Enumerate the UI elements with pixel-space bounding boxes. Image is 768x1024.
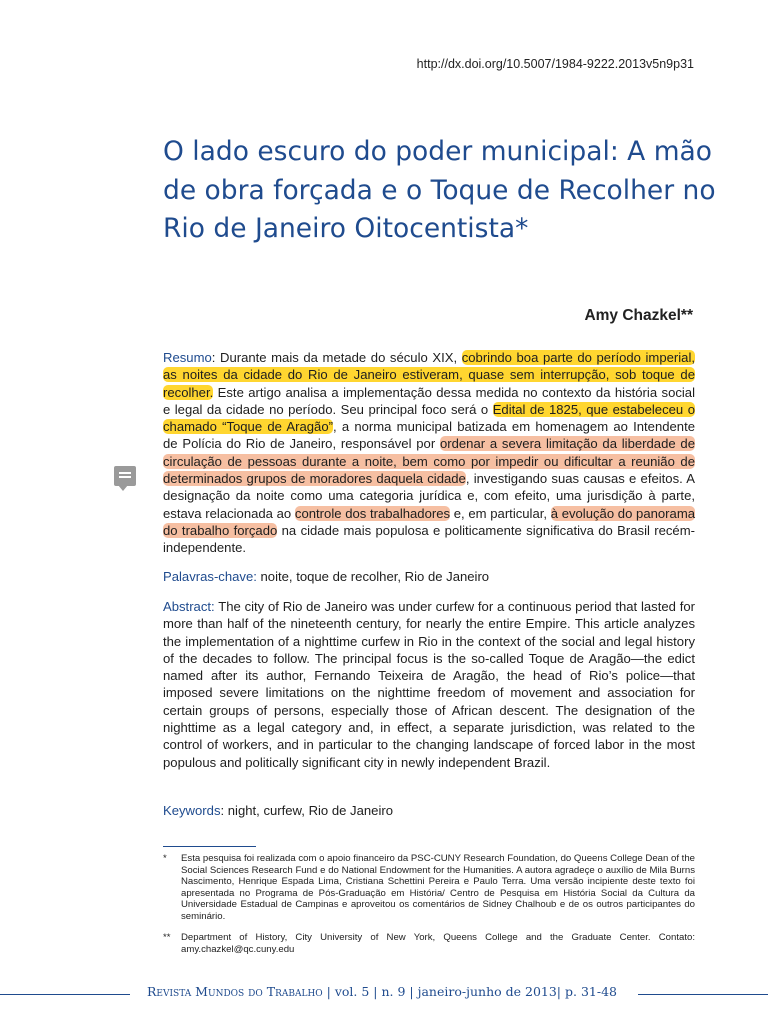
page-footer [0,984,768,1004]
footnote [163,853,695,923]
palavras-chave-text: noite, toque de recolher, Rio de Janeiro [256,569,490,584]
article-title: O lado escuro do poder municipal: A mão de obra forçada e o Toque de Recolher no Rio de Janeiro Oitocentista* [163,136,716,244]
footnote-mark: * [163,853,167,864]
abstract-paragraph [163,598,695,771]
resumo-label: Resumo [163,350,212,365]
keywords-paragraph [163,802,695,819]
resumo-text: , a norma municipal batizada em homenagem ao Intendente de Polícia do Rio de Janeiro, responsável por [163,419,695,452]
issue-details: | vol. 5 | n. 9 | janeiro-junho de 2013| p. 31-48 [322,984,617,999]
footer-rule-left [0,994,130,995]
journal-name: Revista Mundos do Trabalho [147,984,323,999]
highlighted-text: à evolução do panorama do trabalho forçado [163,505,696,538]
highlighted-text: controle dos trabalhadores [294,505,451,521]
footnote-text: Esta pesquisa foi realizada com o apoio financeiro da PSC-CUNY Research Foundation, do Queens College Dean of the Social Sciences Research Fund e do National Endowment for the Humanities. A autora agradeçe o auxílio de Mila Burns Nascimento, Henrique Espada Lima, Cristiana Schettini Pereira e Paulo Terra. Uma versão incipiente deste texto foi apresentada no Programa de Pós-Graduação em História/ Centro de Pesquisa em História Social da Cultura da Universidade Estadual de Campinas e aproveitou os comentários de Sidney Chalhoub e de os outros participantes do seminário. [181,853,695,922]
resumo-text: Este artigo analisa a implementação dessa medida no contexto da história social e legal da cidade no período. Seu principal foco será o [163,384,695,417]
palavras-chave-paragraph [163,568,695,585]
footnote-mark: ** [163,932,171,943]
resumo-text: , investigando suas causas e efeitos. A designação da noite como uma categoria jurídica e, com efeito, uma jurisdição à parte, estava relacionada ao [163,471,695,521]
footnote-divider [163,846,256,847]
footnote-text: Department of History, City University of New York, Queens College and the Graduate Center. Contato: amy.chazkel@qc.cuny.edu [181,932,695,955]
abstract-label: Abstract: [163,599,215,614]
highlighted-text: cobrindo boa parte do período imperial, as noites da cidade do Rio de Janeiro estiveram, quase sem interrupção, sob toque de recolher. [163,350,695,400]
doi-link[interactable]: http://dx.doi.org/10.5007/1984-9222.2013v5n9p31 [416,57,694,71]
keywords-label: Keywords [163,803,221,818]
resumo-body [163,350,695,555]
resumo-text: e, em particular, [450,505,551,521]
highlighted-text: Edital de 1825, que estabeleceu o chamado “Toque de Aragão” [163,401,695,435]
comment-icon[interactable] [114,466,136,486]
abstract-text: The city of Rio de Janeiro was under curfew for a continuous period that lasted for more than half of the nineteenth century, for nearly the entire Empire. This article analyzes the implementation of a nighttime curfew in Rio in the context of the social and legal history of the decades to follow. The principal focus is the so-called Toque de Aragão—the edict named after its author, Fernando Teixeira de Aragão, the head of Rio’s police—that imposed severe limitations on the nighttime freedom of movement and association for certain groups of persons, especially those of African descent. The designation of the nighttime as a legal category and, in effect, a separate jurisdiction, was related to the control of workers, and in particular to the changing landscape of forced labor in the most populous and politically significant city in newly independent Brazil. [163,599,695,770]
resumo-text: : Durante mais da metade do século XIX, [211,350,462,365]
keywords-text: : night, curfew, Rio de Janeiro [220,803,393,818]
highlighted-text: ordenar a severa limitação da liberdade de circulação de pessoas durante a noite, bem como por impedir ou dificultar a reunião de determinados grupos de moradores daquela cidade [163,436,695,487]
resumo-paragraph [163,349,695,557]
palavras-chave-label: Palavras-chave: [163,569,257,584]
resumo-text: na cidade mais populosa e politicamente significativa do Brasil recém-independente. [163,522,695,556]
footer-citation [147,984,617,999]
footer-rule-right [638,994,768,995]
footnote [163,932,695,955]
author-name: Amy Chazkel** [584,307,693,324]
